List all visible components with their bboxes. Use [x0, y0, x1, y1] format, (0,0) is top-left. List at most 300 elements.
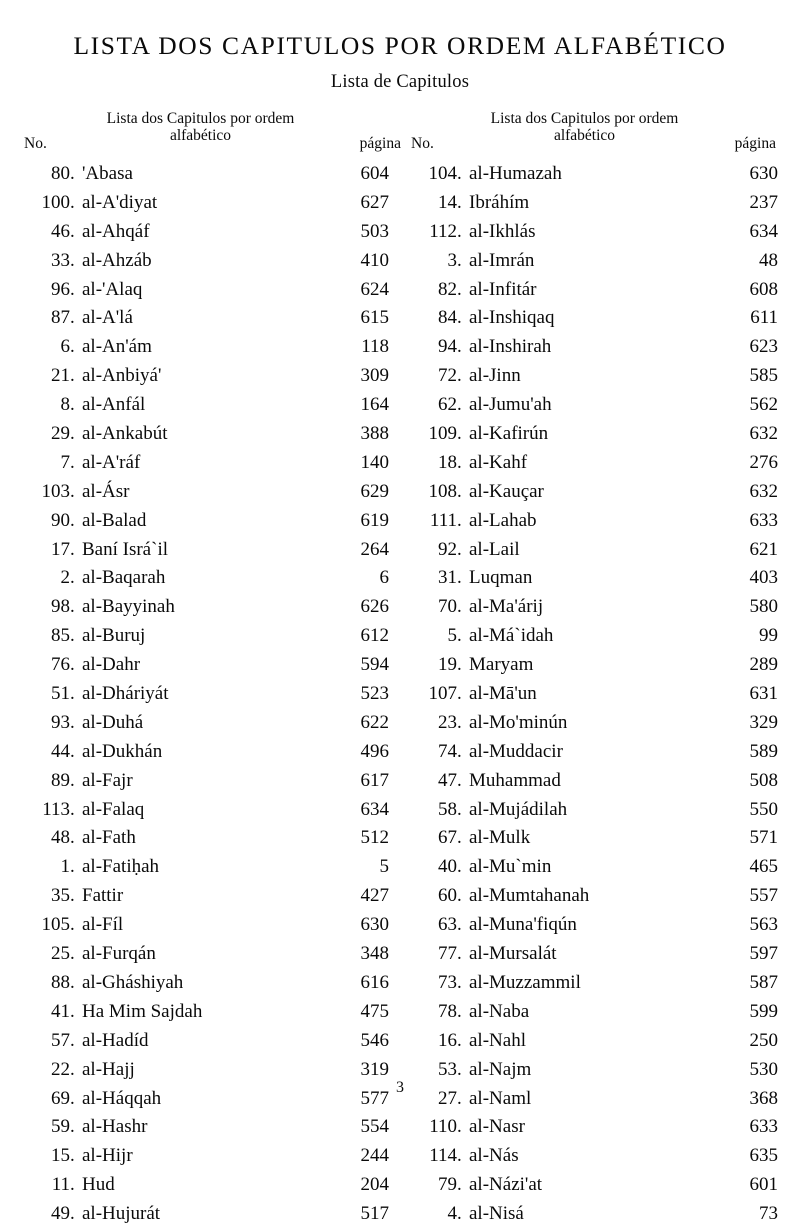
- chapter-number-dot: .: [457, 827, 462, 849]
- chapter-number-dot: .: [457, 914, 462, 936]
- left-header-caption-line2: alfabético: [169, 127, 232, 145]
- chapter-number: 2: [60, 567, 70, 589]
- chapter-number: 74: [438, 740, 457, 762]
- chapter-number: 3: [447, 249, 457, 271]
- chapter-page: 348: [360, 943, 389, 965]
- chapter-page: 140: [360, 451, 389, 473]
- chapter-page: 630: [360, 914, 389, 936]
- right-header-caption: [401, 111, 778, 145]
- chapter-entry: [24, 539, 389, 568]
- chapter-name: al-Falaq: [82, 798, 145, 820]
- chapter-page: 633: [749, 509, 778, 531]
- chapter-number: 112: [429, 220, 457, 242]
- chapter-number: 58: [438, 798, 457, 820]
- right-chapter-list: [399, 163, 778, 1232]
- chapter-number-dot: .: [70, 1087, 75, 1109]
- chapter-number: 48: [51, 827, 70, 849]
- chapter-number: 62: [438, 394, 457, 416]
- chapter-number: 19: [438, 654, 457, 676]
- chapter-number: 57: [51, 1029, 70, 1051]
- chapter-page: 577: [360, 1087, 389, 1109]
- chapter-index-columns: [0, 163, 800, 1232]
- chapter-number: 29: [51, 423, 70, 445]
- chapter-name: Fattir: [82, 885, 124, 907]
- chapter-entry: [24, 221, 389, 250]
- chapter-entry: [24, 625, 389, 654]
- chapter-number: 23: [438, 711, 457, 733]
- chapter-number-dot: .: [70, 625, 75, 647]
- chapter-page: 622: [360, 711, 389, 733]
- chapter-number: 5: [447, 625, 457, 647]
- chapter-number: 27: [438, 1087, 457, 1109]
- chapter-page: 634: [749, 220, 778, 242]
- chapter-name: al-Fajr: [82, 769, 133, 791]
- chapter-number-dot: .: [70, 336, 75, 358]
- chapter-name: al-Má`idah: [469, 625, 554, 647]
- chapter-page: 517: [360, 1203, 389, 1225]
- chapter-number: 108: [428, 480, 457, 502]
- chapter-page: 244: [360, 1145, 389, 1167]
- chapter-number: 103: [41, 480, 70, 502]
- chapter-entry: [413, 885, 778, 914]
- chapter-name: Muhammad: [469, 769, 561, 791]
- chapter-page: 627: [360, 191, 389, 213]
- chapter-number: 90: [51, 509, 70, 531]
- chapter-entry: [24, 683, 389, 712]
- chapter-entry: [24, 596, 389, 625]
- chapter-entry: [413, 192, 778, 221]
- left-chapter-list: [24, 163, 399, 1232]
- chapter-name: al-Ikhlás: [469, 220, 536, 242]
- chapter-entry: [413, 914, 778, 943]
- chapter-name: al-Mu`min: [469, 856, 552, 878]
- chapter-number-dot: .: [457, 365, 462, 387]
- chapter-name: al-Ahzáb: [82, 249, 152, 271]
- chapter-entry: [413, 741, 778, 770]
- chapter-number-dot: .: [457, 625, 462, 647]
- chapter-page: 530: [749, 1058, 778, 1080]
- chapter-entry: [413, 307, 778, 336]
- chapter-page: 621: [749, 538, 778, 560]
- chapter-page: 319: [360, 1058, 389, 1080]
- chapter-page: 632: [749, 480, 778, 502]
- chapter-number-dot: .: [70, 394, 75, 416]
- chapter-number-dot: .: [457, 683, 462, 705]
- chapter-number: 67: [438, 827, 457, 849]
- chapter-number-dot: .: [457, 711, 462, 733]
- chapter-number-dot: .: [457, 567, 462, 589]
- chapter-number-dot: .: [457, 1000, 462, 1022]
- chapter-name: al-Gháshiyah: [82, 971, 184, 993]
- chapter-entry: [24, 279, 389, 308]
- chapter-number-dot: .: [457, 1116, 462, 1138]
- chapter-page: 634: [360, 798, 389, 820]
- chapter-number: 46: [51, 220, 70, 242]
- chapter-number: 113: [42, 798, 70, 820]
- chapter-number: 89: [51, 769, 70, 791]
- chapter-name: al-Muzzammil: [469, 971, 581, 993]
- chapter-name: al-Naml: [469, 1087, 532, 1109]
- chapter-page: 5: [379, 856, 389, 878]
- chapter-entry: [24, 423, 389, 452]
- chapter-name: 'Abasa: [82, 163, 133, 184]
- chapter-number-dot: .: [70, 914, 75, 936]
- chapter-page: 597: [749, 943, 778, 965]
- chapter-page: 571: [749, 827, 778, 849]
- chapter-name: al-Jumu'ah: [469, 394, 552, 416]
- chapter-number: 17: [51, 538, 70, 560]
- chapter-page: 276: [749, 451, 778, 473]
- chapter-name: Ibráhím: [469, 191, 530, 213]
- chapter-page: 503: [360, 220, 389, 242]
- chapter-page: 557: [749, 885, 778, 907]
- chapter-page: 585: [749, 365, 778, 387]
- chapter-number-dot: .: [457, 596, 462, 618]
- chapter-entry: [24, 365, 389, 394]
- chapter-entry: [413, 683, 778, 712]
- chapter-name: al-Lail: [469, 538, 520, 560]
- chapter-page: 601: [749, 1174, 778, 1196]
- chapter-page: 523: [360, 683, 389, 705]
- chapter-page: 594: [360, 654, 389, 676]
- chapter-number: 11: [51, 1174, 70, 1196]
- chapter-page: 599: [749, 1000, 778, 1022]
- chapter-entry: [24, 799, 389, 828]
- chapter-number: 60: [438, 885, 457, 907]
- chapter-page: 388: [360, 423, 389, 445]
- chapter-number: 96: [51, 278, 70, 300]
- chapter-number: 77: [438, 943, 457, 965]
- chapter-number: 111: [429, 509, 457, 531]
- chapter-entry: [24, 510, 389, 539]
- chapter-number-dot: .: [70, 191, 75, 213]
- chapter-number-dot: .: [457, 220, 462, 242]
- chapter-number-dot: .: [70, 798, 75, 820]
- chapter-entry: [413, 1174, 778, 1203]
- chapter-page: 629: [360, 480, 389, 502]
- chapter-number-dot: .: [70, 220, 75, 242]
- chapter-entry: [413, 365, 778, 394]
- chapter-name: al-Hadíd: [82, 1029, 149, 1051]
- chapter-number-dot: .: [457, 538, 462, 560]
- chapter-page: 554: [360, 1116, 389, 1138]
- chapter-number-dot: .: [457, 971, 462, 993]
- chapter-number-dot: .: [70, 1174, 75, 1196]
- chapter-name: al-Mulk: [469, 827, 531, 849]
- chapter-entry: [413, 539, 778, 568]
- chapter-number: 88: [51, 971, 70, 993]
- chapter-number-dot: .: [457, 885, 462, 907]
- chapter-number-dot: .: [457, 769, 462, 791]
- chapter-name: al-Fath: [82, 827, 136, 849]
- chapter-number: 7: [60, 451, 70, 473]
- page-title: LISTA DOS CAPITULOS POR ORDEM ALFABÉTICO: [73, 31, 727, 60]
- chapter-entry: [413, 1145, 778, 1174]
- footer-page-number: 3: [396, 1079, 404, 1096]
- chapter-entry: [24, 1116, 389, 1145]
- chapter-number-dot: .: [457, 1174, 462, 1196]
- chapter-number: 98: [51, 596, 70, 618]
- chapter-page: 118: [361, 336, 389, 358]
- chapter-name: al-Lahab: [469, 509, 537, 531]
- chapter-entry: [413, 279, 778, 308]
- chapter-page: 329: [749, 711, 778, 733]
- chapter-name: al-Mujádilah: [469, 798, 568, 820]
- chapter-entry: [24, 481, 389, 510]
- chapter-number-dot: .: [70, 480, 75, 502]
- chapter-name: al-Anbiyá': [82, 365, 162, 387]
- chapter-number: 53: [438, 1058, 457, 1080]
- chapter-name: al-Kauçar: [469, 480, 544, 502]
- chapter-page: 512: [360, 827, 389, 849]
- chapter-number: 63: [438, 914, 457, 936]
- chapter-name: al-Kahf: [469, 451, 528, 473]
- chapter-page: 403: [749, 567, 778, 589]
- chapter-number-dot: .: [70, 711, 75, 733]
- chapter-number: 14: [438, 191, 457, 213]
- chapter-entry: [413, 394, 778, 423]
- chapter-page: 250: [749, 1029, 778, 1051]
- chapter-name: al-Hajj: [82, 1058, 135, 1080]
- chapter-page: 633: [749, 1116, 778, 1138]
- chapter-name: Baní Isrá`il: [82, 538, 169, 560]
- chapter-page: 623: [749, 336, 778, 358]
- chapter-page: 99: [759, 625, 778, 647]
- chapter-number: 16: [438, 1029, 457, 1051]
- chapter-entry: [24, 856, 389, 885]
- chapter-name: al-Nahl: [469, 1029, 526, 1051]
- chapter-number: 49: [51, 1203, 70, 1225]
- chapter-number: 1: [60, 856, 70, 878]
- chapter-entry: [24, 972, 389, 1001]
- chapter-name: al-Furqán: [82, 943, 156, 965]
- chapter-name: al-'Alaq: [82, 278, 143, 300]
- right-header-page: página: [734, 135, 776, 152]
- chapter-number-dot: .: [70, 365, 75, 387]
- chapter-entry: [24, 250, 389, 279]
- chapter-entry: [413, 799, 778, 828]
- chapter-number-dot: .: [457, 1058, 462, 1080]
- chapter-entry: [413, 1001, 778, 1030]
- chapter-page: 6: [379, 567, 389, 589]
- chapter-name: al-Mumtahanah: [469, 885, 590, 907]
- chapter-page: 587: [749, 971, 778, 993]
- chapter-page: 608: [749, 278, 778, 300]
- chapter-name: al-Dahr: [82, 654, 141, 676]
- chapter-entry: [413, 654, 778, 683]
- chapter-number-dot: .: [457, 1029, 462, 1051]
- chapter-page: 624: [360, 278, 389, 300]
- chapter-number: 73: [438, 971, 457, 993]
- chapter-number: 79: [438, 1174, 457, 1196]
- chapter-name: al-Humazah: [469, 163, 562, 184]
- chapter-number-dot: .: [457, 943, 462, 965]
- chapter-number: 92: [438, 538, 457, 560]
- chapter-page: 612: [360, 625, 389, 647]
- chapter-page: 48: [759, 249, 778, 271]
- chapter-entry: [413, 770, 778, 799]
- chapter-page: 635: [749, 1145, 778, 1167]
- chapter-number: 84: [438, 307, 457, 329]
- chapter-name: al-Jinn: [469, 365, 521, 387]
- left-header-caption-line1: Lista dos Capitulos por ordem: [106, 110, 295, 127]
- chapter-number-dot: .: [457, 480, 462, 502]
- chapter-number-dot: .: [70, 769, 75, 791]
- chapter-entry: [413, 625, 778, 654]
- chapter-number-dot: .: [457, 249, 462, 271]
- chapter-number: 25: [51, 943, 70, 965]
- chapter-number: 33: [51, 249, 70, 271]
- chapter-number-dot: .: [70, 740, 75, 762]
- chapter-page: 289: [749, 654, 778, 676]
- chapter-name: Hud: [82, 1174, 115, 1196]
- chapter-page: 508: [749, 769, 778, 791]
- chapter-name: al-Fatiḥah: [82, 856, 160, 878]
- chapter-entry: [413, 336, 778, 365]
- chapter-number-dot: .: [457, 163, 462, 184]
- chapter-number: 31: [438, 567, 457, 589]
- chapter-number-dot: .: [70, 1116, 75, 1138]
- chapter-number-dot: .: [457, 394, 462, 416]
- chapter-page: 616: [360, 971, 389, 993]
- chapter-page: 475: [360, 1000, 389, 1022]
- chapter-name: al-Bayyinah: [82, 596, 175, 618]
- chapter-number-dot: .: [457, 856, 462, 878]
- right-column-header: [401, 111, 778, 157]
- chapter-number-dot: .: [70, 971, 75, 993]
- chapter-number: 80: [51, 163, 70, 184]
- chapter-number-dot: .: [70, 278, 75, 300]
- chapter-name: al-Imrán: [469, 249, 535, 271]
- chapter-page: 626: [360, 596, 389, 618]
- chapter-number-dot: .: [70, 307, 75, 329]
- chapter-number: 41: [51, 1000, 70, 1022]
- chapter-number-dot: .: [70, 1029, 75, 1051]
- chapter-number: 76: [51, 654, 70, 676]
- chapter-entry: [24, 163, 389, 192]
- chapter-number: 72: [438, 365, 457, 387]
- chapter-name: al-Ásr: [82, 480, 130, 502]
- chapter-number-dot: .: [70, 249, 75, 271]
- chapter-name: al-Nisá: [469, 1203, 524, 1225]
- chapter-name: Luqman: [469, 567, 533, 589]
- chapter-number: 18: [438, 451, 457, 473]
- chapter-number-dot: .: [457, 654, 462, 676]
- chapter-entry: [24, 452, 389, 481]
- chapter-entry: [413, 250, 778, 279]
- chapter-name: al-An'ám: [82, 336, 152, 358]
- left-header-page: página: [359, 135, 401, 152]
- chapter-number-dot: .: [70, 509, 75, 531]
- chapter-page: 237: [749, 191, 778, 213]
- chapter-page: 73: [759, 1203, 778, 1225]
- chapter-page: 580: [749, 596, 778, 618]
- chapter-page: 204: [360, 1174, 389, 1196]
- chapter-name: al-Nasr: [469, 1116, 525, 1138]
- chapter-number: 44: [51, 740, 70, 762]
- chapter-name: al-Názi'at: [469, 1174, 543, 1196]
- chapter-number: 85: [51, 625, 70, 647]
- chapter-number-dot: .: [70, 163, 75, 184]
- chapter-entry: [24, 394, 389, 423]
- chapter-number: 100: [41, 191, 70, 213]
- chapter-page: 264: [360, 538, 389, 560]
- chapter-entry: [24, 1203, 389, 1232]
- chapter-entry: [24, 192, 389, 221]
- chapter-name: al-Muddacir: [469, 740, 563, 762]
- chapter-number: 93: [51, 711, 70, 733]
- chapter-entry: [413, 510, 778, 539]
- chapter-number-dot: .: [70, 856, 75, 878]
- chapter-number: 21: [51, 365, 70, 387]
- chapter-number: 109: [428, 423, 457, 445]
- chapter-number: 8: [60, 394, 70, 416]
- chapter-entry: [24, 1145, 389, 1174]
- chapter-number-dot: .: [70, 1145, 75, 1167]
- chapter-entry: [413, 423, 778, 452]
- chapter-page: 410: [360, 249, 389, 271]
- chapter-number: 4: [447, 1203, 457, 1225]
- chapter-name: Maryam: [469, 654, 534, 676]
- chapter-entry: [24, 943, 389, 972]
- chapter-name: al-Dukhán: [82, 740, 163, 762]
- chapter-page: 465: [749, 856, 778, 878]
- chapter-number: 82: [438, 278, 457, 300]
- chapter-entry: [24, 741, 389, 770]
- chapter-entry: [413, 567, 778, 596]
- chapter-number-dot: .: [70, 827, 75, 849]
- right-header-caption-line2: alfabético: [553, 127, 616, 145]
- column-headers: [0, 111, 800, 157]
- chapter-number-dot: .: [70, 538, 75, 560]
- chapter-name: al-Inshiqaq: [469, 307, 555, 329]
- chapter-number-dot: .: [457, 423, 462, 445]
- chapter-number-dot: .: [70, 567, 75, 589]
- chapter-name: al-Mo'minún: [469, 711, 568, 733]
- chapter-entry: [413, 1030, 778, 1059]
- chapter-name: al-Buruj: [82, 625, 146, 647]
- chapter-page: 630: [749, 163, 778, 184]
- chapter-number-dot: .: [457, 1087, 462, 1109]
- chapter-name: al-Ahqáf: [82, 220, 150, 242]
- right-header-caption-line1: Lista dos Capitulos por ordem: [490, 110, 679, 127]
- chapter-entry: [413, 827, 778, 856]
- chapter-entry: [413, 1116, 778, 1145]
- chapter-entry: [413, 596, 778, 625]
- chapter-number-dot: .: [457, 278, 462, 300]
- chapter-name: al-Dháriyát: [82, 683, 169, 705]
- chapter-name: al-Fíl: [82, 914, 124, 936]
- chapter-name: al-Najm: [469, 1058, 532, 1080]
- chapter-name: al-Baqarah: [82, 567, 166, 589]
- chapter-entry: [24, 885, 389, 914]
- chapter-name: al-Ma'árij: [469, 596, 544, 618]
- chapter-name: al-Mā'un: [469, 683, 537, 705]
- chapter-page: 611: [750, 307, 778, 329]
- chapter-number-dot: .: [457, 307, 462, 329]
- chapter-name: al-Anfál: [82, 394, 146, 416]
- chapter-number: 107: [428, 683, 457, 705]
- left-header-no: No.: [24, 135, 47, 152]
- page-subtitle: Lista de Capitulos: [330, 72, 470, 92]
- chapter-page: 550: [749, 798, 778, 820]
- right-header-no: No.: [411, 135, 434, 152]
- chapter-name: al-A'lá: [82, 307, 133, 329]
- chapter-page: 496: [360, 740, 389, 762]
- chapter-entry: [413, 1203, 778, 1232]
- chapter-name: al-Hujurát: [82, 1203, 161, 1225]
- chapter-name: al-Balad: [82, 509, 147, 531]
